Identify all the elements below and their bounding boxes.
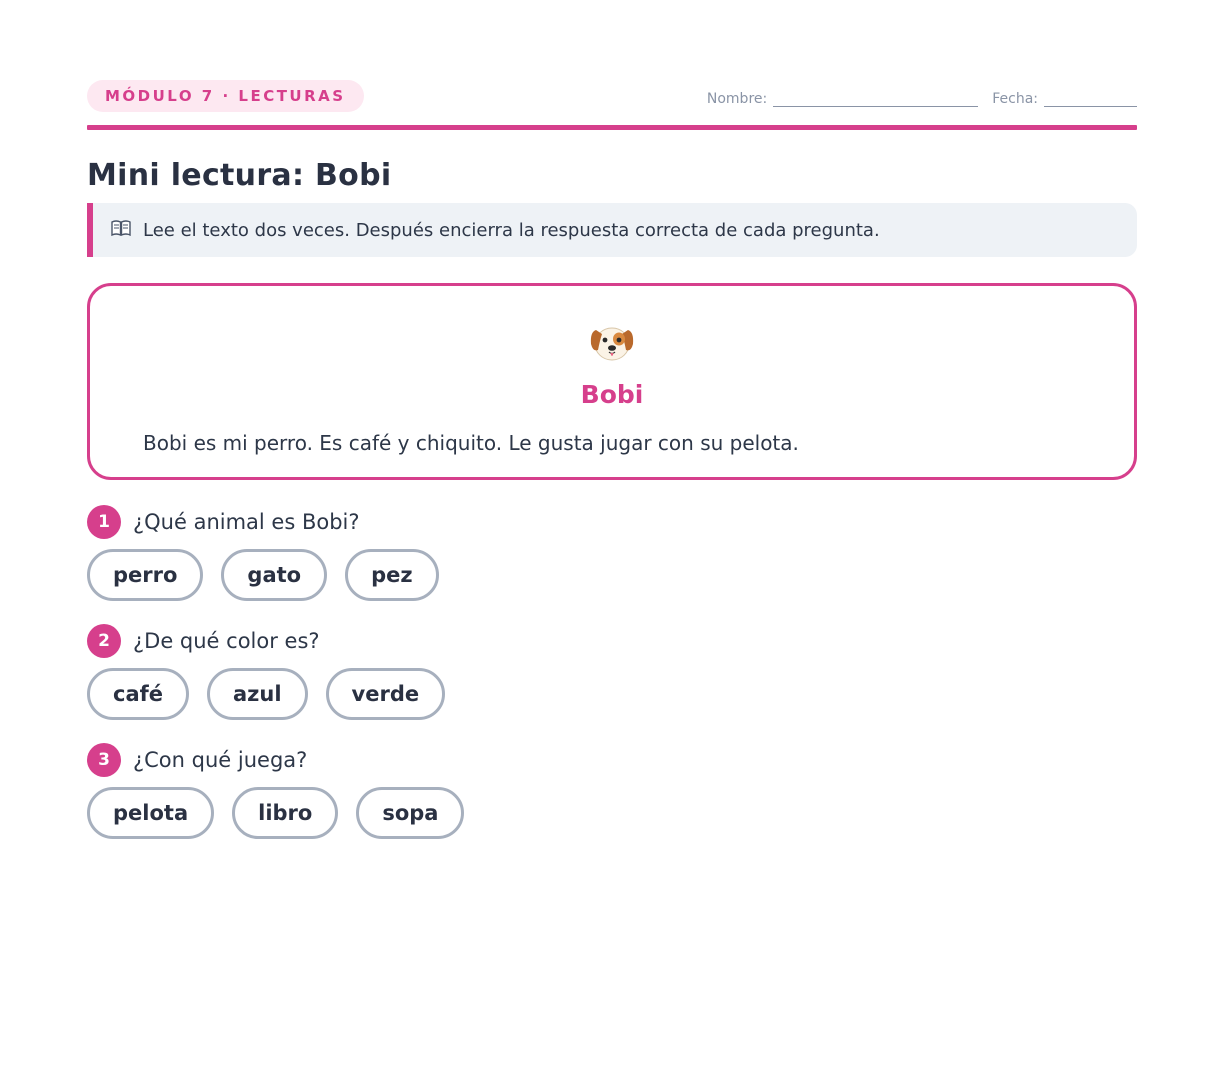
question-header	[87, 623, 1137, 659]
question-header	[87, 742, 1137, 778]
answer-option-pelota[interactable]: pelota	[87, 787, 214, 839]
question-number-badge: 3	[87, 743, 121, 777]
story-title: Bobi	[580, 380, 644, 409]
answer-option-cafe[interactable]: café	[87, 668, 189, 720]
answer-option-gato[interactable]: gato	[221, 549, 327, 601]
answer-option-azul[interactable]: azul	[207, 668, 308, 720]
date-label: Fecha:	[992, 91, 1038, 107]
module-badge: MÓDULO 7 · LECTURAS	[87, 80, 364, 112]
name-label: Nombre:	[706, 91, 768, 107]
question-header	[87, 504, 1137, 540]
name-line[interactable]	[773, 92, 978, 107]
page-title: Mini lectura: Bobi	[87, 158, 392, 193]
worksheet-header	[87, 80, 1137, 112]
date-field[interactable]	[992, 91, 1137, 107]
worksheet-page	[87, 0, 1137, 839]
answer-option-verde[interactable]: verde	[326, 668, 446, 720]
name-field[interactable]	[707, 91, 978, 107]
instruction-box	[87, 203, 1137, 257]
story-text: Bobi es mi perro. Es café y chiquito. Le gusta jugar con su pelota.	[143, 431, 799, 455]
dog-face-icon	[588, 320, 636, 364]
instruction-text: Lee el texto dos veces. Después encierra la respuesta correcta de cada pregunta.	[143, 219, 880, 241]
answer-option-sopa[interactable]: sopa	[356, 787, 464, 839]
question-number-badge: 1	[87, 505, 121, 539]
answer-option-libro[interactable]: libro	[232, 787, 338, 839]
student-fields	[707, 85, 1137, 107]
question-3	[87, 742, 1137, 839]
answer-options	[87, 787, 1137, 839]
question-2	[87, 623, 1137, 720]
answer-option-pez[interactable]: pez	[345, 549, 439, 601]
question-text: ¿Qué animal es Bobi?	[133, 510, 360, 534]
answer-option-perro[interactable]: perro	[87, 549, 203, 601]
answer-options	[87, 549, 1137, 601]
story-card	[87, 283, 1137, 480]
question-text: ¿Con qué juega?	[133, 748, 308, 772]
header-divider	[87, 125, 1137, 130]
answer-options	[87, 668, 1137, 720]
question-number-badge: 2	[87, 624, 121, 658]
open-book-icon	[111, 220, 131, 241]
question-text: ¿De qué color es?	[133, 629, 320, 653]
date-line[interactable]	[1044, 92, 1137, 107]
question-1	[87, 504, 1137, 601]
